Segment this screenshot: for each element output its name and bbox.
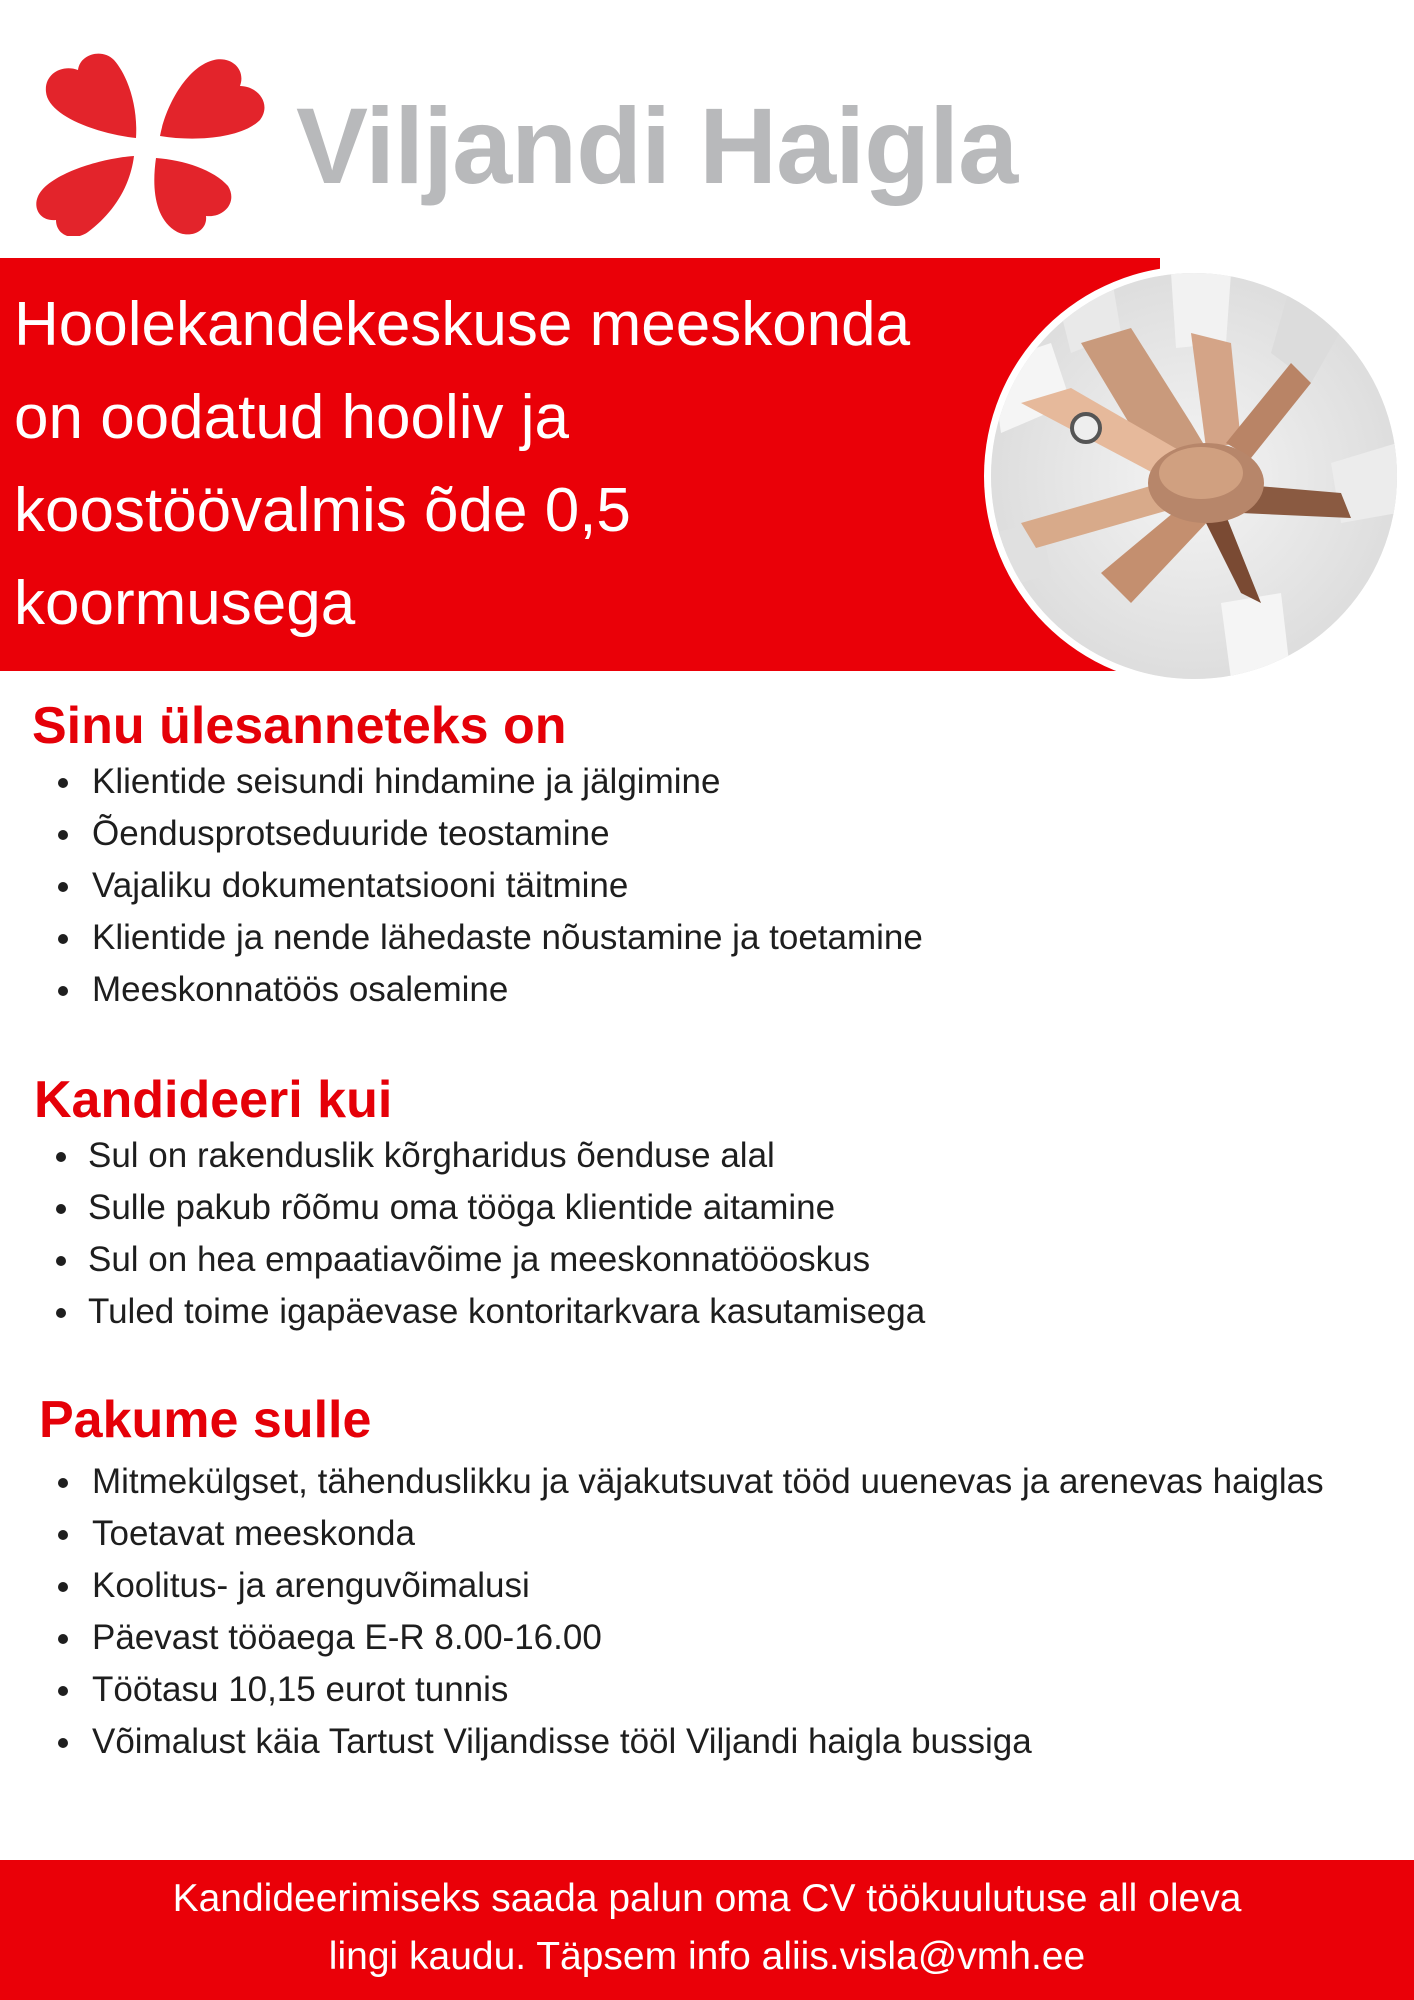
footer-line-1: Kandideerimiseks saada palun oma CV töökuulutuse all oleva	[172, 1877, 1242, 1920]
list-item: Töötasu 10,15 eurot tunnis	[0, 1664, 1414, 1716]
list-item: Toetavat meeskonda	[0, 1508, 1414, 1560]
responsibilities-list	[0, 756, 1414, 1016]
logo	[28, 46, 1018, 236]
requirements-section	[0, 1070, 1414, 1338]
list-item: Mitmekülgset, tähenduslikku ja väjakutsuvat tööd uuenevas ja arenevas haiglas	[0, 1456, 1414, 1508]
list-item: Õendusprotseduuride teostamine	[0, 808, 1414, 860]
clover-heart-icon	[28, 46, 273, 236]
teamwork-photo-frame	[984, 266, 1404, 686]
job-title: Hoolekandekeskuse meeskonda on oodatud hooliv ja koostöövalmis õde 0,5 koormusega	[14, 290, 911, 638]
list-item: Sul on hea empaatiavõime ja meeskonnatööoskus	[0, 1234, 1414, 1286]
list-item: Sulle pakub rõõmu oma tööga klientide aitamine	[0, 1182, 1414, 1234]
responsibilities-section	[0, 696, 1414, 1016]
footer-line-2: lingi kaudu. Täpsem info aliis.visla@vmh.ee	[328, 1935, 1086, 1978]
list-item: Sul on rakenduslik kõrgharidus õenduse alal	[0, 1130, 1414, 1182]
offer-heading: Pakume sulle	[39, 1391, 372, 1449]
logo-wordmark: Viljandi Haigla	[296, 85, 1018, 206]
list-item: Võimalust käia Tartust Viljandisse tööl Viljandi haigla bussiga	[0, 1716, 1414, 1768]
application-footer	[0, 1860, 1414, 2000]
offer-section	[0, 1390, 1414, 1768]
list-item: Klientide seisundi hindamine ja jälgimine	[0, 756, 1414, 808]
responsibilities-heading: Sinu ülesanneteks on	[32, 697, 567, 755]
offer-list	[0, 1456, 1414, 1768]
requirements-heading: Kandideeri kui	[34, 1071, 393, 1129]
stacked-hands-photo	[991, 273, 1397, 679]
list-item: Meeskonnatöös osalemine	[0, 964, 1414, 1016]
list-item: Vajaliku dokumentatsiooni täitmine	[0, 860, 1414, 912]
list-item: Klientide ja nende lähedaste nõustamine ja toetamine	[0, 912, 1414, 964]
list-item: Koolitus- ja arenguvõimalusi	[0, 1560, 1414, 1612]
list-item: Tuled toime igapäevase kontoritarkvara kasutamisega	[0, 1286, 1414, 1338]
stacked-hands-illustration	[991, 273, 1397, 679]
requirements-list	[0, 1130, 1414, 1338]
list-item: Päevast tööaega E-R 8.00-16.00	[0, 1612, 1414, 1664]
